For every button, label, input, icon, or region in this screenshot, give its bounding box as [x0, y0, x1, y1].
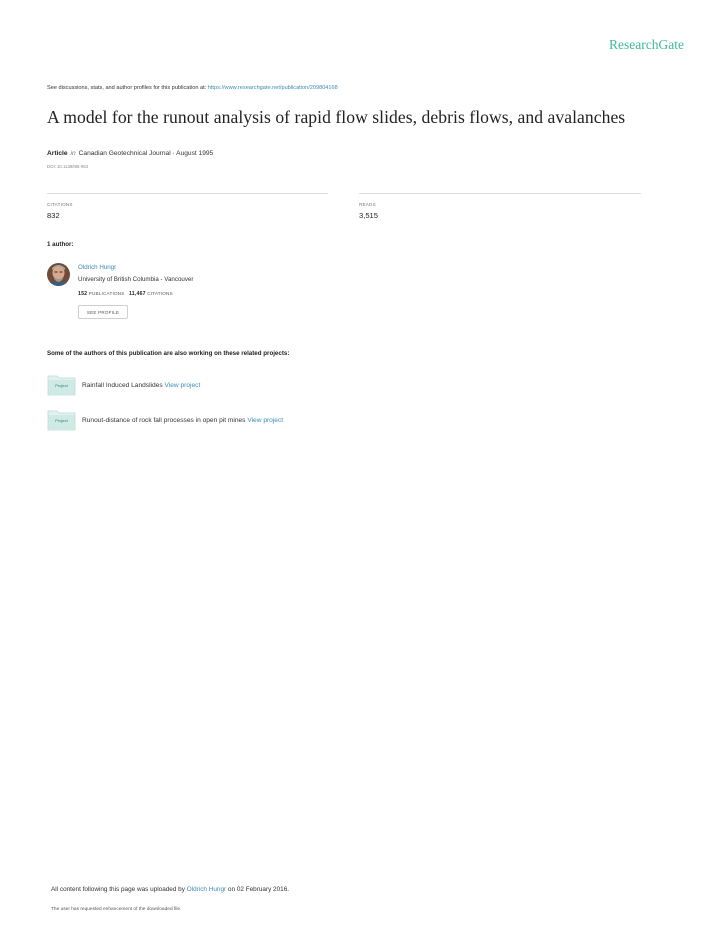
divider-citations: [47, 193, 328, 194]
uploader-link[interactable]: Oldrich Hungr: [186, 886, 227, 893]
view-project-link[interactable]: View project: [247, 417, 284, 424]
project-item: [82, 417, 283, 424]
citations-value: 832: [47, 211, 60, 220]
related-projects-heading: Some of the authors of this publication are also working on these related projects:: [47, 350, 290, 357]
divider-reads: [359, 193, 641, 194]
project-title: Rainfall Induced Landslides: [82, 382, 163, 389]
upload-note: [51, 886, 289, 893]
author-avatar[interactable]: [47, 263, 70, 286]
journal-date: Canadian Geotechnical Journal · August 1995: [78, 150, 214, 157]
discussion-text: See discussions, stats, and author profiles for this publication at:: [47, 85, 208, 91]
project-folder-icon[interactable]: [47, 409, 76, 431]
reads-label: READS: [359, 202, 376, 207]
upload-suffix: on 02 February 2016.: [226, 886, 290, 893]
publication-meta: [47, 150, 213, 157]
view-project-link[interactable]: View project: [164, 382, 201, 389]
reads-value: 3,515: [359, 211, 379, 220]
project-title: Runout-distance of rock fall processes in open pit mines: [82, 417, 246, 424]
in-word: in: [70, 150, 76, 157]
author-citations-label: CITATIONS: [147, 291, 173, 296]
discussion-line: [47, 85, 338, 91]
author-institution: University of British Columbia - Vancouver: [78, 276, 194, 283]
author-name-link[interactable]: Oldrich Hungr: [78, 264, 117, 271]
publication-url-link[interactable]: https://www.researchgate.net/publication/209804168: [207, 85, 338, 91]
upload-prefix: All content following this page was uploaded by: [51, 886, 187, 893]
author-publications-label: PUBLICATIONS: [88, 291, 125, 296]
authors-heading: 1 author:: [47, 241, 74, 248]
enhancement-note: The user has requested enhancement of the downloaded file.: [51, 907, 182, 912]
publication-type: Article: [47, 150, 68, 157]
project-icon-label: Project: [55, 383, 68, 388]
project-item: [82, 382, 200, 389]
publication-title: A model for the runout analysis of rapid flow slides, debris flows, and avalanches: [47, 107, 626, 127]
citations-label: CITATIONS: [47, 202, 73, 207]
project-folder-icon[interactable]: [47, 374, 76, 396]
doi: DOI: 10.1139/t95-063: [47, 164, 89, 169]
see-profile-button[interactable]: SEE PROFILE: [78, 305, 128, 319]
author-publications-count: 152: [78, 291, 88, 297]
author-stats: [78, 291, 173, 297]
project-icon-label: Project: [55, 418, 68, 423]
researchgate-logo[interactable]: ResearchGate: [609, 37, 684, 52]
author-citations-count: 11,467: [128, 291, 146, 297]
